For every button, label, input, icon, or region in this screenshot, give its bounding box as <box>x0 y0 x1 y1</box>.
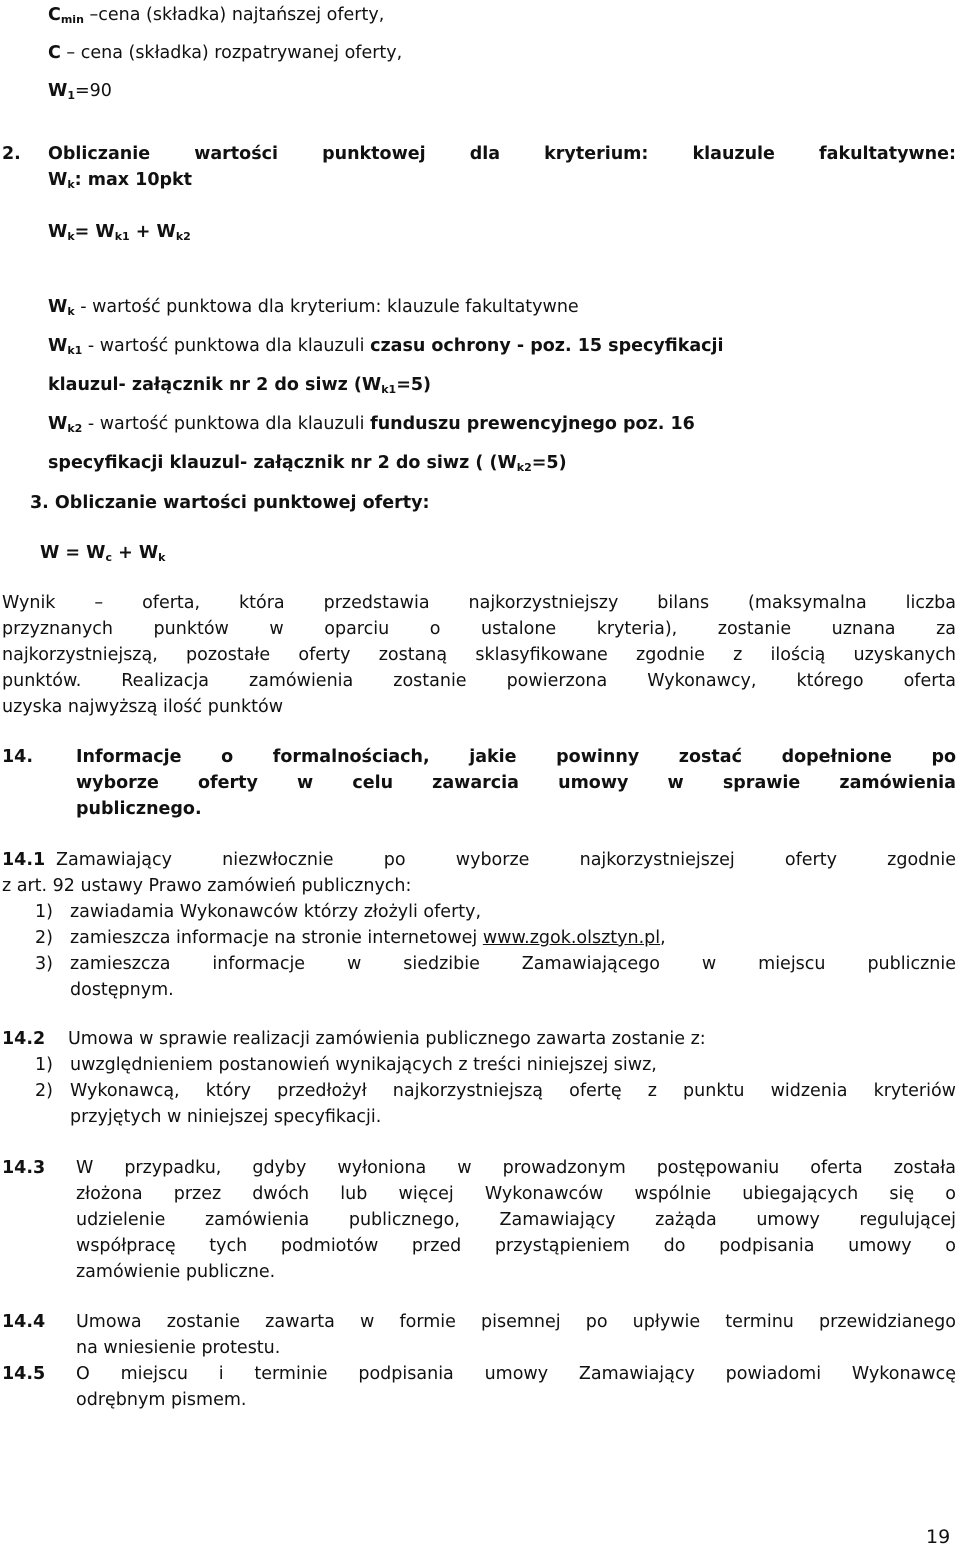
subscript: k2 <box>175 230 191 243</box>
def-wk1 <box>48 335 724 357</box>
subscript: k1 <box>114 230 130 243</box>
section-14-5-line: odrębnym pismem. <box>76 1390 247 1410</box>
list-item-cont: dostępnym. <box>70 980 174 1000</box>
def-wk2 <box>48 413 695 435</box>
list-item-cont: przyjętych w niniejszej specyfikacji. <box>70 1107 382 1127</box>
section-14-4-line: na wniesienie protestu. <box>76 1338 281 1358</box>
section-14-1-number: 14.1 <box>2 850 46 870</box>
subscript: k2 <box>516 461 532 474</box>
def-text: klauzul- załącznik nr 2 do siwz (W <box>48 375 382 395</box>
def-text: – cena (składka) rozpatrywanej oferty, <box>60 43 403 63</box>
section-14-3-line: udzielenie zamówienia publicznego, Zamawiający zażąda umowy regulującej <box>76 1210 956 1230</box>
section-14-1-line: z art. 92 ustawy Prawo zamówień publicznych: <box>2 876 412 896</box>
def-text: =90 <box>74 81 112 101</box>
list-item-number: 3) <box>35 954 53 974</box>
list-item-number: 1) <box>35 902 53 922</box>
section-2-max <box>48 169 192 191</box>
section-3-para-line: najkorzystniejszą, pozostałe oferty zostaną sklasyfikowane zgodnie z ilością uzyskanych <box>2 645 956 665</box>
def-text: =5) <box>396 375 432 395</box>
formula-part: W <box>48 222 68 242</box>
section-2-heading: Obliczanie wartości punktowej dla kryterium: klauzule fakultatywne: <box>48 144 956 164</box>
symbol: W <box>48 297 68 317</box>
list-item: zawiadamia Wykonawców którzy złożyli oferty, <box>70 902 482 922</box>
section-2-number: 2. <box>2 144 21 164</box>
def-text: - wartość punktowa dla klauzuli <box>82 336 371 356</box>
formula-part: + W <box>129 222 176 242</box>
section-3-para-line: punktów. Realizacja zamówienia zostanie powierzona Wykonawcy, którego oferta <box>2 671 956 691</box>
formula-part: + W <box>112 543 159 563</box>
def-cmin <box>48 4 384 26</box>
symbol: C <box>48 43 61 63</box>
section-14-1-line: Zamawiający niezwłocznie po wyborze najkorzystniejszej oferty zgodnie <box>56 850 956 870</box>
formula-part: = W <box>74 222 115 242</box>
def-text: –cena (składka) najtańszej oferty, <box>83 5 385 25</box>
subscript: k <box>158 551 166 564</box>
subscript: k1 <box>67 344 83 357</box>
symbol: W <box>48 414 68 434</box>
website-link[interactable]: www.zgok.olsztyn.pl <box>482 928 661 948</box>
section-14-5-line: O miejscu i terminie podpisania umowy Zamawiający powiadomi Wykonawcę <box>76 1364 956 1384</box>
symbol: C <box>48 5 61 25</box>
section-14-4-number: 14.4 <box>2 1312 46 1332</box>
list-item-number: 2) <box>35 928 53 948</box>
section-14-number: 14. <box>2 747 34 767</box>
section-3-para-line: Wynik – oferta, która przedstawia najkorzystniejszy bilans (maksymalna liczba <box>2 593 956 613</box>
subscript: 1 <box>67 89 75 102</box>
list-item: uwzględnieniem postanowień wynikających z treści niniejszej siwz, <box>70 1055 657 1075</box>
def-bold: czasu ochrony - poz. 15 specyfikacji <box>370 336 724 356</box>
section-14-5-number: 14.5 <box>2 1364 46 1384</box>
subscript: k2 <box>67 422 83 435</box>
def-text: - wartość punktowa dla kryterium: klauzule fakultatywne <box>74 297 579 317</box>
section-14-2-line: Umowa w sprawie realizacji zamówienia publicznego zawarta zostanie z: <box>68 1029 706 1049</box>
section-14-heading-line: publicznego. <box>76 799 202 819</box>
def-text: - wartość punktowa dla klauzuli <box>82 414 371 434</box>
section-14-4-line: Umowa zostanie zawarta w formie pisemnej po upływie terminu przewidzianego <box>76 1312 956 1332</box>
def-text: specyfikacji klauzul- załącznik nr 2 do siwz ( (W <box>48 453 517 473</box>
symbol: W <box>48 336 68 356</box>
list-item-number: 2) <box>35 1081 53 1101</box>
formula-part: W = W <box>40 543 106 563</box>
section-14-heading-line: Informacje o formalnościach, jakie powinny zostać dopełnione po <box>76 747 956 767</box>
section-14-3-number: 14.3 <box>2 1158 46 1178</box>
list-item: Wykonawcą, który przedłożył najkorzystniejszą ofertę z punktu widzenia kryteriów <box>70 1081 956 1101</box>
max-text: : max 10pkt <box>74 170 193 190</box>
section-3-formula <box>40 542 165 564</box>
section-14-heading-line: wyborze oferty w celu zawarcia umowy w sprawie zamówienia <box>76 773 956 793</box>
def-bold: funduszu prewencyjnego poz. 16 <box>370 414 695 434</box>
symbol: W <box>48 81 68 101</box>
def-w1 <box>48 80 112 102</box>
section-14-3-line: zamówienie publiczne. <box>76 1262 276 1282</box>
subscript: k <box>67 178 75 191</box>
list-item-text: zamieszcza informacje na stronie internetowej <box>70 928 483 948</box>
section-3-para-line: uzyska najwyższą ilość punktów <box>2 697 284 717</box>
subscript: c <box>105 551 112 564</box>
subscript: k <box>67 305 75 318</box>
symbol: W <box>48 170 68 190</box>
page-number: 19 <box>926 1526 951 1548</box>
section-14-3-line: W przypadku, gdyby wyłoniona w prowadzonym postępowaniu oferta została <box>76 1158 956 1178</box>
subscript: k1 <box>381 383 397 396</box>
def-wk2-cont <box>48 452 567 474</box>
section-14-3-line: współpracę tych podmiotów przed przystąpieniem do podpisania umowy o <box>76 1236 956 1256</box>
def-wk <box>48 296 579 318</box>
section-3-para-line: przyznanych punktów w oparciu o ustalone kryteria), zostanie uznana za <box>2 619 956 639</box>
subscript: min <box>60 13 84 26</box>
def-wk1-cont <box>48 374 431 396</box>
list-item <box>70 927 666 949</box>
section-14-3-line: złożona przez dwóch lub więcej Wykonawców wspólnie ubiegających się o <box>76 1184 956 1204</box>
def-text: =5) <box>531 453 567 473</box>
list-item-text: , <box>660 928 666 948</box>
section-3-heading: 3. Obliczanie wartości punktowej oferty: <box>30 493 430 513</box>
list-item-number: 1) <box>35 1055 53 1075</box>
def-c <box>48 42 402 64</box>
section-2-formula <box>48 221 191 243</box>
section-14-2-number: 14.2 <box>2 1029 46 1049</box>
subscript: k <box>67 230 75 243</box>
list-item: zamieszcza informacje w siedzibie Zamawiającego w miejscu publicznie <box>70 954 956 974</box>
